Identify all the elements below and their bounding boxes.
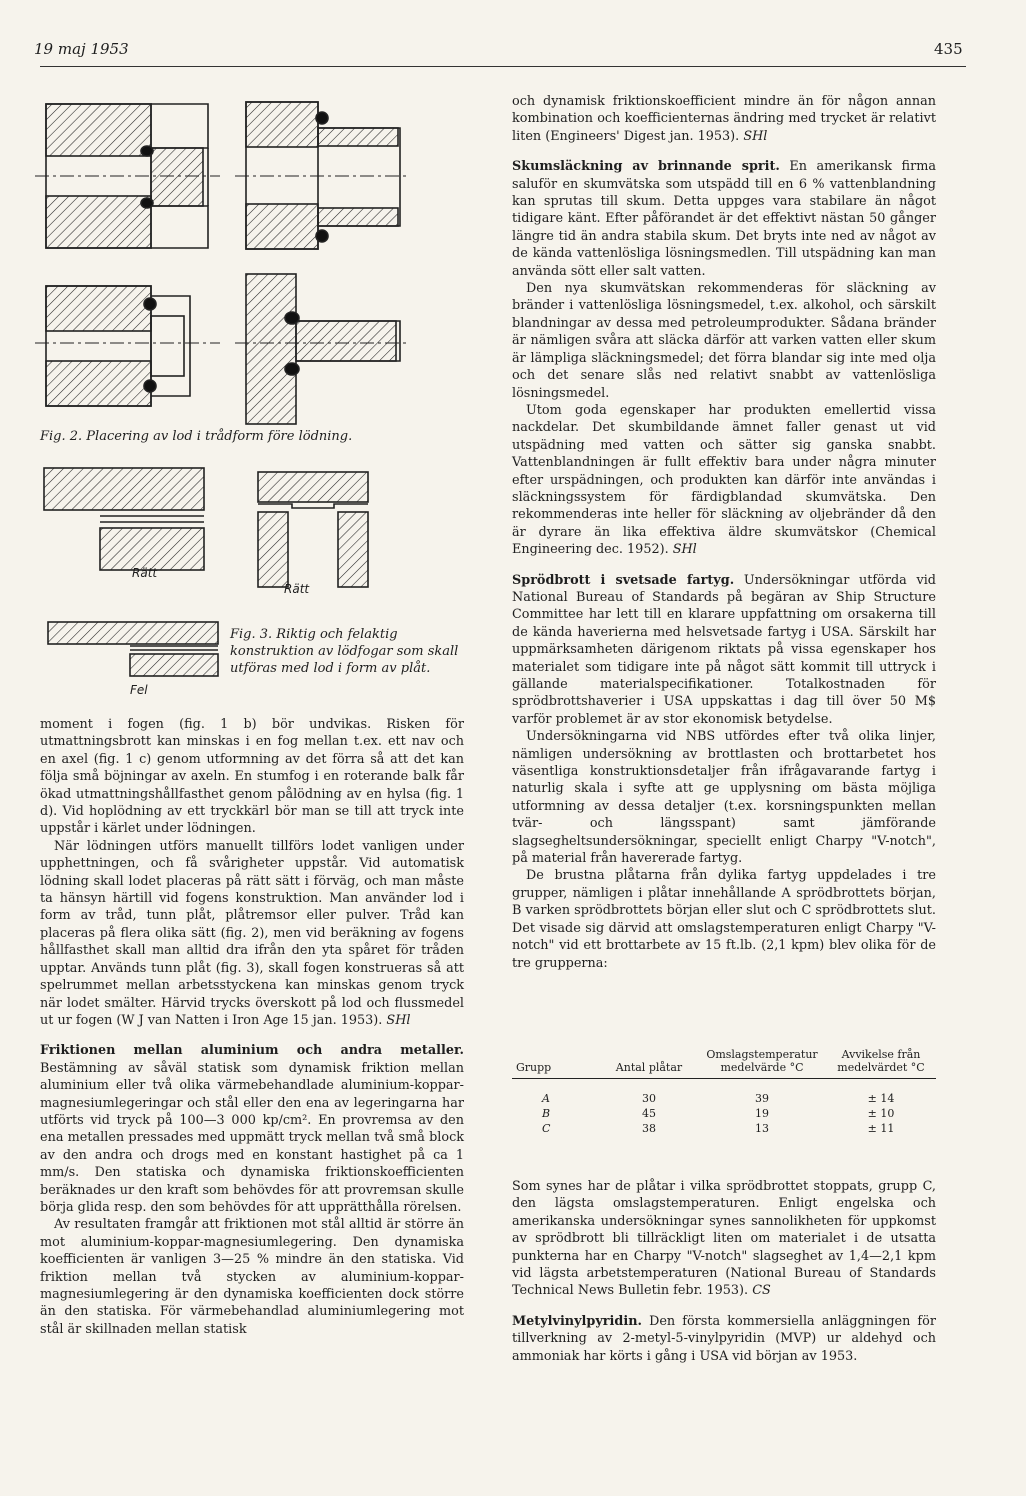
table-header: Grupp (516, 1061, 552, 1074)
signature: SHl (743, 128, 768, 144)
left-paragraph-friktion-2: Av resultaten framgår att friktionen mot stål alltid är större än mot aluminium-koppar-magnesiumlegering. Den dynamiska koefficienten är vanligen 3—25 % mindre än den statiska. Vid friktion mellan två stycken av aluminium-koppar-magnesiumlegering är den dynamiska koefficienten dock större än den statiska. För värmebehandlad aluminiumlegering mot stål är skillnaden mellan statisk (40, 1217, 464, 1337)
section-metylvinylpyridin: Metylvinylpyridin. Den första kommersiella anläggningen för tillverkning av 2-metyl-5-vinylpyridin (MVP) ur aldehyd och ammoniak har körts i gång i USA vid början av 1953. (512, 1313, 936, 1364)
signature: SHl (386, 1012, 411, 1028)
signature: SHl (672, 542, 697, 558)
section-friktion: Friktionen mellan aluminium och andra metaller. Bestämning av såväl statisk som dynamisk friktion mellan aluminium eller två olika värmebehandlade aluminium-koppar-magnesiumlegeringar och stål eller den ena av legeringarna har utförts vid tryck på 100—3 000 kp/cm². En provremsa av den ena metallen pressades med uppmätt tryck mellan två små block av den andra och drogs med en konstant hastighet på ca 1 mm/s. Den statiska och dynamiska friktionskoefficienten beräknades ur den kraft som behövdes för att provremsan skulle börja glida resp. den som behövdes för att upprätthålla rörelsen. (40, 1043, 464, 1215)
section-heading: Sprödbrott i svetsade fartyg. (512, 572, 735, 588)
page-number: 435 (934, 40, 963, 58)
label-ratt-2: Rätt (284, 582, 310, 596)
table-row: C 38 13 ± 11 (542, 1122, 895, 1135)
right-paragraph-skum-3: Utom goda egenskaper har produkten emellertid vissa nackdelar. Det skumbildande ämnet faller genast ut vid utspädning med vatten och sätter sig ganska snabbt. Vattenblandningen är fullt effektiv bara under några minuter efter urspädningen, och produkten kan därför inte användas i släckningssystem för färdigblandad skumvätska. Den rekommenderas inte heller för släckning av oljebränder då den är dyrare än lika effektiva äldre skumvätskor (Chemical Engineering dec. 1952). SHl (512, 402, 936, 558)
table-row: A 30 39 ± 14 (542, 1092, 895, 1105)
label-ratt-1: Rätt (132, 566, 158, 580)
figure-3-caption: Fig. 3. Riktig och felaktig konstruktion av lödfogar som skall utföras med lod i form av plåt. (230, 627, 459, 676)
section-heading: Skumsläckning av brinnande sprit. (512, 159, 780, 175)
header-rule (40, 66, 966, 67)
left-paragraph-2: När lödningen utförs manuellt tillförs lodet vanligen under upphettningen, och få svårigheter uppstår. Vid automatisk lödning skall lodet placeras på rätt sätt i förväg, och man måste ta hänsyn härtill vid fogens konstruktion. Man använder lod i form av tråd, tunn plåt, plåtremsor eller pulver. Tråd kan placeras på flera olika sätt (fig. 2), men vid beräkning av fogens hållfasthet skall man alltid dra ifrån den yta spåret för tråden upptar. Används tunn plåt (fig. 3), skall fogen konstrueras så att spelrummet mellan arbetsstyckena kan minskas genom tryck när lodet smälter. Härvid trycks överskott på lod och flussmedel ut ur fogen (W J van Natten i Iron Age 15 jan. 1953). SHl (40, 838, 464, 1028)
right-paragraph-sprod-4: Som synes har de plåtar i vilka sprödbrottet stoppats, grupp C, den lägsta omslagstemperaturen. Enligt engelska och amerikanska undersökningar synes sannolikheten för uppkomst av sprödbrott bli tillräckligt liten om materialet i de utsatta punkterna har en Charpy "V-notch" slagseghet av 1,4—2,1 kpm vid lägsta arbetstemperaturen (National Bureau of Standards Technical News Bulletin febr. 1953). CS (512, 1179, 936, 1299)
label-fel: Fel (130, 683, 148, 697)
right-column-top (512, 93, 936, 972)
right-paragraph-0: och dynamisk friktionskoefficient mindre än för någon annan kombination och koefficienternas ändring med trycket är relativt liten (Engineers' Digest jan. 1953). SHl (512, 94, 936, 144)
table-header: Avvikelse från medelvärdet °C (837, 1048, 925, 1074)
charpy-table (512, 1048, 936, 1136)
table-header: Antal plåtar (615, 1061, 683, 1074)
right-paragraph-sprod-2: Undersökningarna vid NBS utfördes efter två olika linjer, nämligen undersökning av brottlasten och brottarbetet hos väsentliga konstruktionsdetaljer från ifrågavarande fartyg i naturlig skala i syfte att ge upplysning om bästa möjliga utformning av dessa detaljer (t.ex. korsningspunkten mellan tvär- och längsspant) samt jämförande slagsegheltsundersökningar, speciellt enligt Charpy "V-notch", på material från havererade fartyg. (512, 729, 936, 867)
signature: CS (752, 1283, 771, 1299)
table-header-row (512, 1048, 936, 1079)
section-skumslackning: Skumsläckning av brinnande sprit. En amerikansk firma saluför en skumvätska som utspädd till en 6 % vattenblandning kan sprutas till skum. Detta uppges vara stabilare än något tidigare känt. Efter påförandet är det effektivt nästan 50 gånger längre tid än andra stabila skum. Det bryts inte ned av något av de kända vattenlösliga lösningsmedlen. Till utspädning kan man använda sött eller salt vatten. (512, 159, 936, 279)
table-header: Omslagstemperatur medelvärde °C (706, 1048, 818, 1074)
figure-2-drawing (30, 96, 450, 426)
right-paragraph-sprod-3: De brustna plåtarna från dylika fartyg uppdelades i tre grupper, nämligen i plåtar innehållande A sprödbrottets början, B varken sprödbrottets början eller slut och C sprödbrottets slut. Det visade sig därvid att omslagstemperaturen enligt Charpy "V-notch" vid ett brottarbete av 15 ft.lb. (2,1 kpm) blev olika för de tre grupperna: (512, 868, 936, 971)
section-heading: Metylvinylpyridin. (512, 1313, 642, 1329)
table-row: B 45 19 ± 10 (542, 1107, 895, 1120)
left-paragraph-1: moment i fogen (fig. 1 b) bör undvikas. Risken för utmattningsbrott kan minskas i en fog mellan t.ex. ett nav och en axel (fig. 1 c) genom utformning av det förra så att det kan följa små böjningar av axeln. En stumfog i en roterande balk får ökad utmattningshållfasthet genom pålödning av en hylsa (fig. 1 d). Vid hoplödning av ett tryckkärl bör man se till att tryck inte uppstår i kärlet under lödningen. (40, 717, 464, 837)
figure-2-caption: Fig. 2. Placering av lod i trådform före lödning. (40, 429, 353, 444)
right-column-bottom (512, 1178, 936, 1365)
section-sprodbrott: Sprödbrott i svetsade fartyg. Undersökningar utförda vid National Bureau of Standards på begäran av Ship Structure Committee har lett till en klarare uppfattning om orsakerna till de kända haverierna med helsvetsade fartyg i USA. Särskilt har uppmärksamheten därigenom riktats på vissa egenskaper hos materialet som tidigare inte på något sätt kommit till uttryck i gällande materialspecifikationer. Totalkostnaden för sprödbrottshaverier i USA uppskattas i dag till över 50 M$ varför problemet är av stor ekonomisk betydelse. (512, 572, 936, 727)
left-column (40, 716, 464, 1338)
page-date: 19 maj 1953 (34, 40, 129, 58)
right-paragraph-skum-2: Den nya skumvätskan rekommenderas för släckning av bränder i vattenlösliga lösningsmedel, t.ex. alkohol, och särskilt blandningar av dessa med petroleumprodukter. Sådana bränder är nämligen svåra att släcka därför att varken vatten eller skum är lämpliga släckningsmedel; det förra blandar sig inte med olja och det senare slås ned relativt snabbt av vattenlösliga lösningsmedel. (512, 281, 936, 401)
section-heading: Friktionen mellan aluminium och andra metaller. (40, 1043, 464, 1059)
